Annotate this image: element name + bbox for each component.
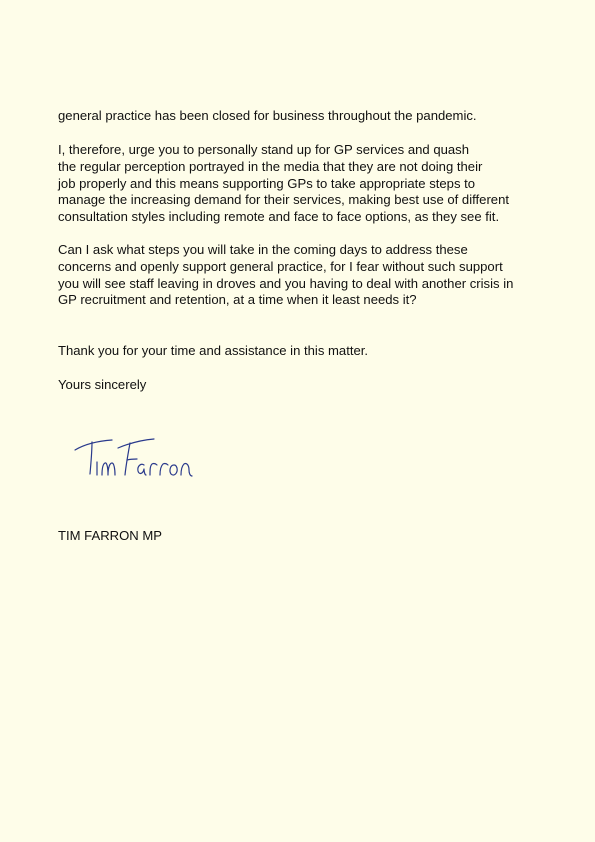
paragraph-line: manage the increasing demand for their services, making best use of different	[58, 192, 510, 208]
ask-paragraph	[58, 242, 558, 309]
paragraph-line: the regular perception portrayed in the media that they are not doing their	[58, 158, 483, 174]
thanks-line: Thank you for your time and assistance in this matter.	[58, 343, 369, 358]
paragraph-line: job properly and this means supporting GPs to take appropriate steps to	[58, 175, 476, 191]
closing-line: Yours sincerely	[58, 377, 147, 392]
paragraph-line: I, therefore, urge you to personally stand up for GP services and quash	[58, 142, 469, 157]
paragraph-line: concerns and openly support general practice, for I fear without such support	[58, 258, 503, 274]
paragraph-line: you will see staff leaving in droves and you having to deal with another crisis in	[58, 275, 514, 291]
paragraph-line: GP recruitment and retention, at a time when it least needs it?	[58, 292, 417, 308]
intro-paragraph	[58, 108, 558, 125]
handwritten-signature	[70, 432, 205, 482]
paragraph-line: general practice has been closed for business throughout the pandemic.	[58, 108, 477, 123]
paragraph-line: consultation styles including remote and face to face options, as they see fit.	[58, 209, 500, 225]
urge-paragraph	[58, 142, 558, 226]
signatory-name: TIM FARRON MP	[58, 528, 163, 543]
paragraph-line: Can I ask what steps you will take in the coming days to address these	[58, 242, 468, 257]
